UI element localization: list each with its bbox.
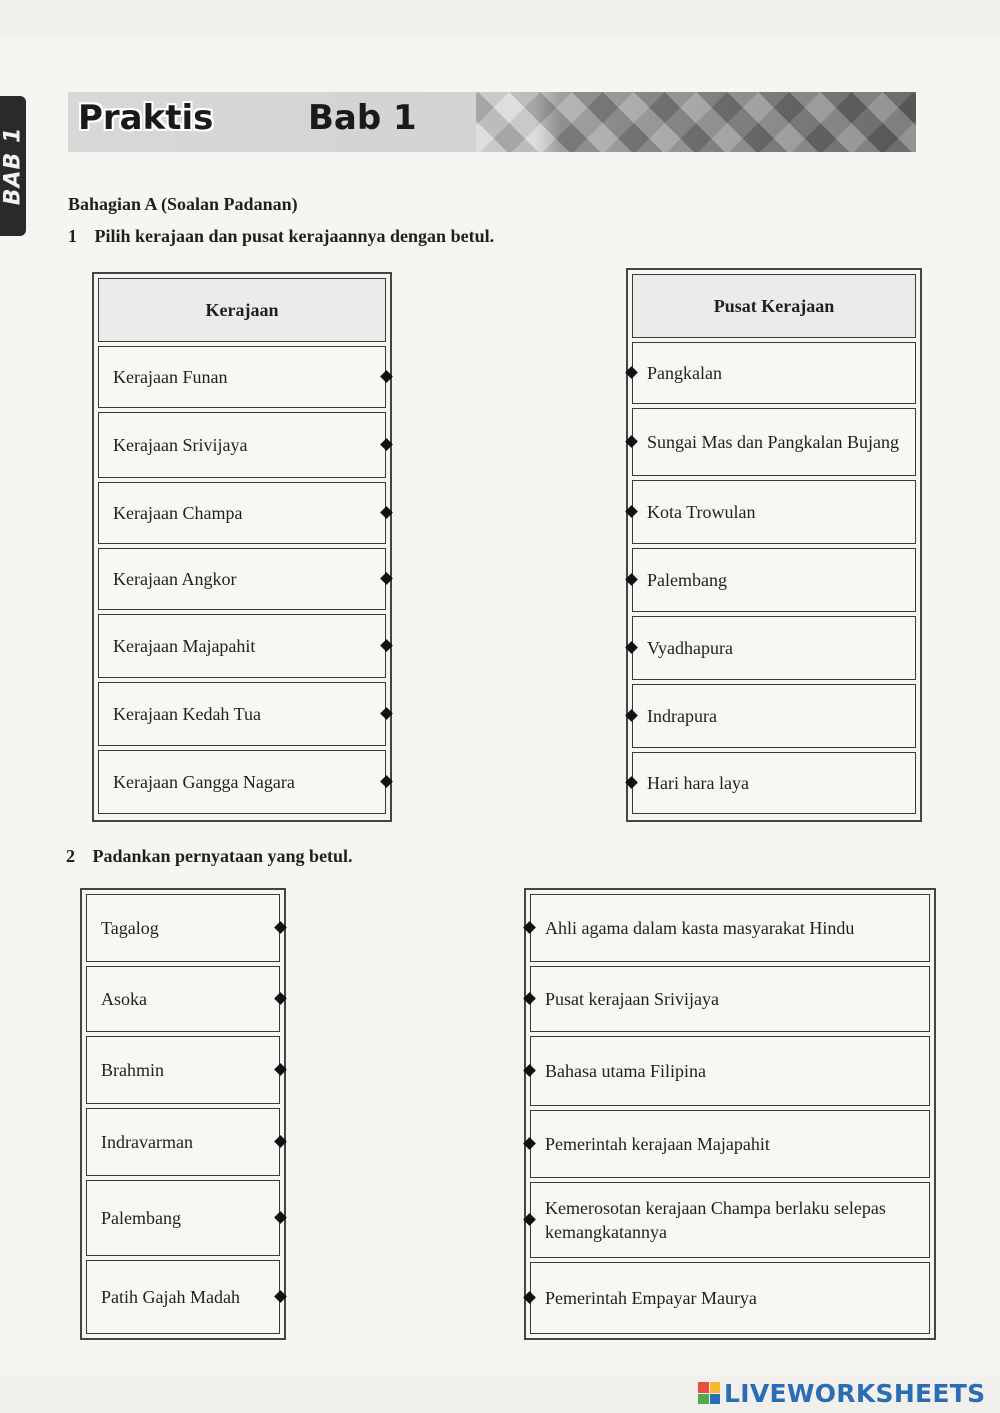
question-2-text: Padankan pernyataan yang betul.	[92, 846, 353, 866]
q2-right-item	[530, 894, 930, 962]
q1-left-item	[98, 482, 386, 544]
banner-chapter: Bab 1	[308, 98, 417, 138]
match-point-dot[interactable]	[274, 1063, 287, 1076]
q1-left-label: Kerajaan Majapahit	[113, 635, 256, 656]
q1-right-label: Palembang	[647, 569, 727, 590]
match-point-dot[interactable]	[625, 709, 638, 722]
q1-left-item	[98, 548, 386, 610]
question-1	[68, 226, 494, 247]
q1-right-label: Kota Trowulan	[647, 501, 756, 522]
pusat-kerajaan-header-label: Pusat Kerajaan	[713, 295, 835, 316]
q2-right-item	[530, 1262, 930, 1334]
q2-right-table	[524, 888, 936, 1340]
banner-pattern	[476, 92, 916, 152]
q2-right-label: Pemerintah Empayar Maurya	[545, 1287, 757, 1308]
q2-right-label: Pemerintah kerajaan Majapahit	[545, 1133, 770, 1154]
q1-left-item	[98, 346, 386, 408]
match-point-dot[interactable]	[274, 992, 287, 1005]
q1-left-label: Kerajaan Gangga Nagara	[113, 771, 295, 792]
q2-left-label: Tagalog	[101, 917, 159, 938]
question-1-text: Pilih kerajaan dan pusat kerajaannya dengan betul.	[94, 226, 495, 246]
question-2-number: 2	[66, 846, 75, 866]
match-point-dot[interactable]	[523, 1291, 536, 1304]
match-point-dot[interactable]	[625, 505, 638, 518]
q2-right-label: Pusat kerajaan Srivijaya	[545, 988, 719, 1009]
logo-square-green	[698, 1394, 709, 1405]
pusat-kerajaan-table	[626, 268, 922, 822]
match-point-dot[interactable]	[625, 435, 638, 448]
match-point-dot[interactable]	[274, 921, 287, 934]
q1-left-item	[98, 682, 386, 746]
q2-right-label: Bahasa utama Filipina	[545, 1060, 706, 1081]
match-point-dot[interactable]	[380, 506, 393, 519]
q2-left-item	[86, 966, 280, 1032]
q1-right-item	[632, 480, 916, 544]
logo-square-red	[698, 1382, 709, 1393]
q1-left-item	[98, 750, 386, 814]
q2-left-item	[86, 1108, 280, 1176]
logo-square-yellow	[710, 1382, 721, 1393]
match-point-dot[interactable]	[625, 366, 638, 379]
kerajaan-header	[98, 278, 386, 342]
q1-right-item	[632, 616, 916, 680]
q1-right-label: Sungai Mas dan Pangkalan Bujang	[647, 432, 899, 452]
liveworksheets-logo[interactable]	[698, 1378, 985, 1408]
q1-right-label: Hari hara laya	[647, 772, 749, 793]
q1-right-label: Pangkalan	[647, 362, 722, 383]
q1-right-label: Indrapura	[647, 705, 717, 726]
q2-left-table	[80, 888, 286, 1340]
match-point-dot[interactable]	[523, 921, 536, 934]
match-point-dot[interactable]	[380, 370, 393, 383]
match-point-dot[interactable]	[523, 1064, 536, 1077]
liveworksheets-logo-icon	[698, 1382, 720, 1404]
q1-right-item	[632, 548, 916, 612]
q2-left-item	[86, 894, 280, 962]
q1-left-label: Kerajaan Funan	[113, 366, 228, 387]
match-point-dot[interactable]	[380, 775, 393, 788]
chapter-banner	[68, 92, 916, 152]
question-2	[66, 846, 353, 867]
q2-left-item	[86, 1036, 280, 1104]
q2-right-item	[530, 1182, 930, 1258]
q1-left-label: Kerajaan Srivijaya	[113, 434, 248, 455]
q2-left-label: Indravarman	[101, 1131, 193, 1152]
match-point-dot[interactable]	[523, 1137, 536, 1150]
match-point-dot[interactable]	[523, 992, 536, 1005]
q1-right-item	[632, 752, 916, 814]
q1-right-item	[632, 408, 916, 476]
q2-right-label: Ahli agama dalam kasta masyarakat Hindu	[545, 917, 855, 938]
q1-left-label: Kerajaan Angkor	[113, 568, 237, 589]
match-point-dot[interactable]	[380, 639, 393, 652]
q1-right-label: Vyadhapura	[647, 637, 733, 658]
q1-right-item	[632, 684, 916, 748]
banner-title: Praktis	[78, 98, 214, 138]
pusat-kerajaan-header	[632, 274, 916, 338]
q2-right-label: Kemerosotan kerajaan Champa berlaku selepas kemangkatannya	[545, 1198, 886, 1242]
question-1-number: 1	[68, 226, 77, 246]
q2-left-label: Patih Gajah Madah	[101, 1286, 240, 1307]
q2-left-label: Palembang	[101, 1207, 181, 1228]
q2-right-item	[530, 1036, 930, 1106]
section-heading: Bahagian A (Soalan Padanan)	[68, 194, 298, 214]
q2-left-item	[86, 1260, 280, 1334]
match-point-dot[interactable]	[380, 572, 393, 585]
q2-right-item	[530, 1110, 930, 1178]
match-point-dot[interactable]	[274, 1211, 287, 1224]
match-point-dot[interactable]	[274, 1290, 287, 1303]
logo-square-blue	[710, 1394, 721, 1405]
q2-right-item	[530, 966, 930, 1032]
match-point-dot[interactable]	[523, 1213, 536, 1226]
q1-left-item	[98, 412, 386, 478]
side-tab-label: BAB 1	[0, 126, 26, 206]
q2-left-label: Asoka	[101, 988, 147, 1009]
match-point-dot[interactable]	[380, 707, 393, 720]
liveworksheets-logo-text: LIVEWORKSHEETS	[724, 1378, 986, 1408]
q1-right-item	[632, 342, 916, 404]
kerajaan-table	[92, 272, 392, 822]
chapter-side-tab	[0, 96, 26, 236]
match-point-dot[interactable]	[625, 776, 638, 789]
q1-left-label: Kerajaan Champa	[113, 502, 243, 523]
match-point-dot[interactable]	[625, 573, 638, 586]
kerajaan-header-label: Kerajaan	[205, 299, 279, 320]
match-point-dot[interactable]	[274, 1135, 287, 1148]
match-point-dot[interactable]	[625, 641, 638, 654]
match-point-dot[interactable]	[380, 438, 393, 451]
q2-left-label: Brahmin	[101, 1059, 164, 1080]
q2-left-item	[86, 1180, 280, 1256]
q1-left-label: Kerajaan Kedah Tua	[113, 703, 261, 724]
q1-left-item	[98, 614, 386, 678]
